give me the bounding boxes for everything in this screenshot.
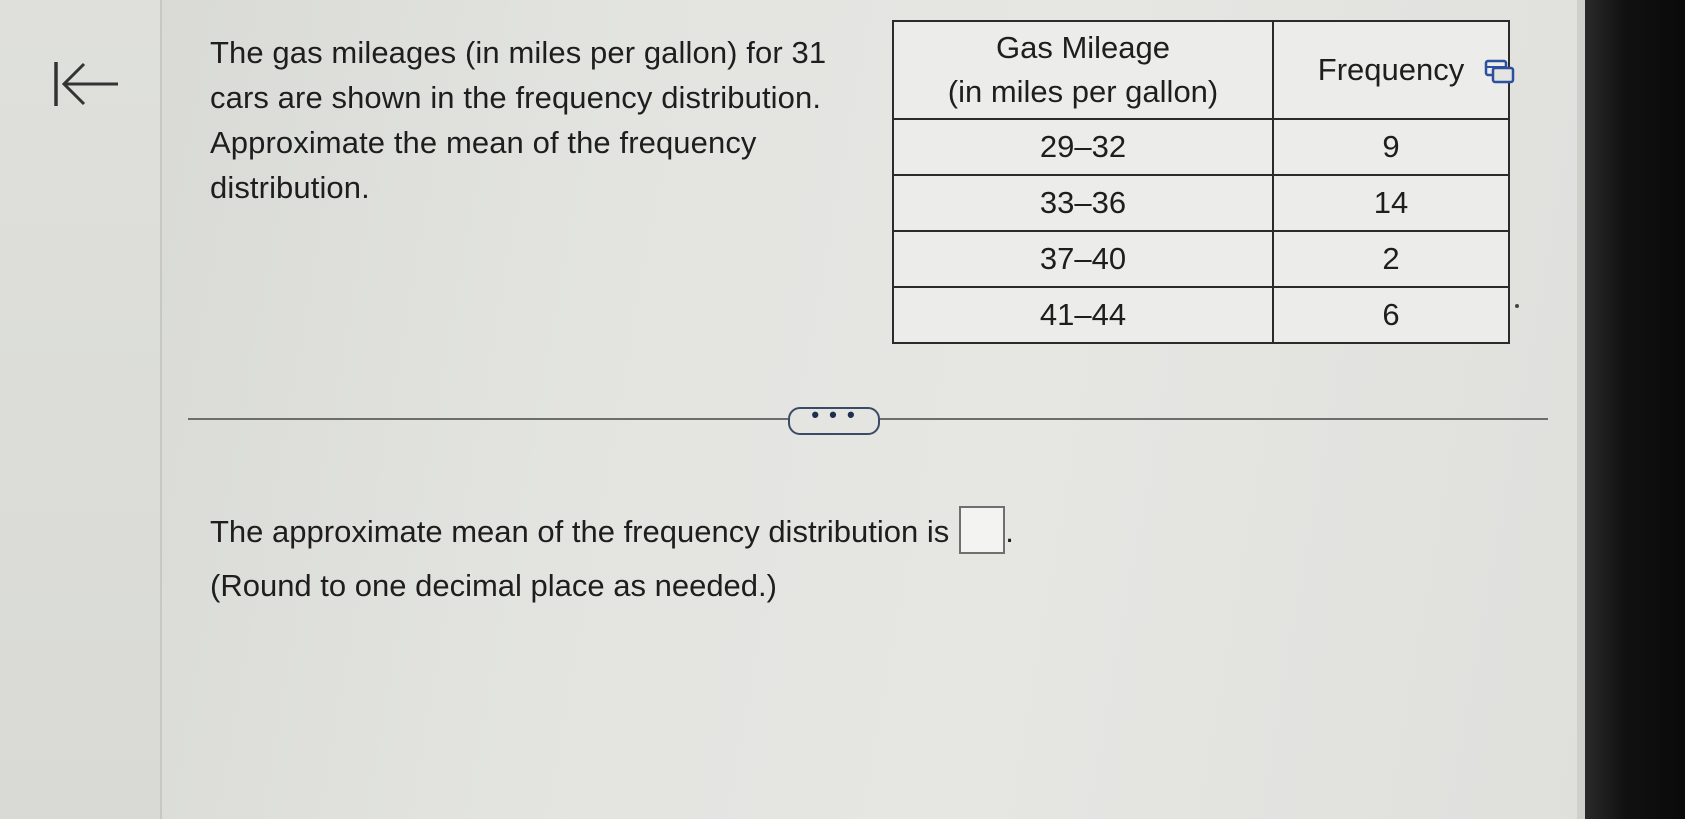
rounding-instruction: (Round to one decimal place as needed.): [210, 568, 777, 603]
answer-period: .: [1005, 514, 1014, 550]
table-row: [893, 175, 1509, 231]
answer-prompt: The approximate mean of the frequency distribution is: [210, 514, 950, 550]
cell-range: 29–32: [893, 119, 1273, 175]
left-rail: [0, 0, 162, 819]
table-row: [893, 119, 1509, 175]
question-text: The gas mileages (in miles per gallon) for 31 cars are shown in the frequency distribution. Approximate the mean of the frequency distribution.: [210, 35, 827, 205]
more-options-button[interactable]: • • •: [788, 407, 880, 435]
device-bezel: [1585, 0, 1685, 819]
cell-range: 37–40: [893, 231, 1273, 287]
stray-dot: [1515, 304, 1519, 308]
cell-range: 41–44: [893, 287, 1273, 343]
header-gas-mileage-line2: (in miles per gallon): [947, 74, 1219, 109]
header-gas-mileage: [893, 21, 1273, 119]
table-row: [893, 287, 1509, 343]
answer-input-box[interactable]: [959, 506, 1005, 554]
cell-frequency: 2: [1273, 231, 1509, 287]
cell-range: 33–36: [893, 175, 1273, 231]
copy-table-button[interactable]: [1484, 58, 1516, 86]
table-header-row: [893, 21, 1509, 119]
copy-table-icon: [1484, 58, 1516, 86]
screen-edge: [1577, 0, 1585, 819]
back-arrow-icon: [52, 58, 122, 110]
answer-line: [210, 510, 1014, 558]
cell-frequency: 6: [1273, 287, 1509, 343]
cell-frequency: 9: [1273, 119, 1509, 175]
header-gas-mileage-line1: Gas Mileage: [995, 30, 1171, 65]
back-button[interactable]: [52, 58, 122, 110]
cell-frequency: 14: [1273, 175, 1509, 231]
table-row: [893, 231, 1509, 287]
header-frequency: Frequency: [1273, 21, 1509, 119]
frequency-table: [892, 20, 1510, 344]
